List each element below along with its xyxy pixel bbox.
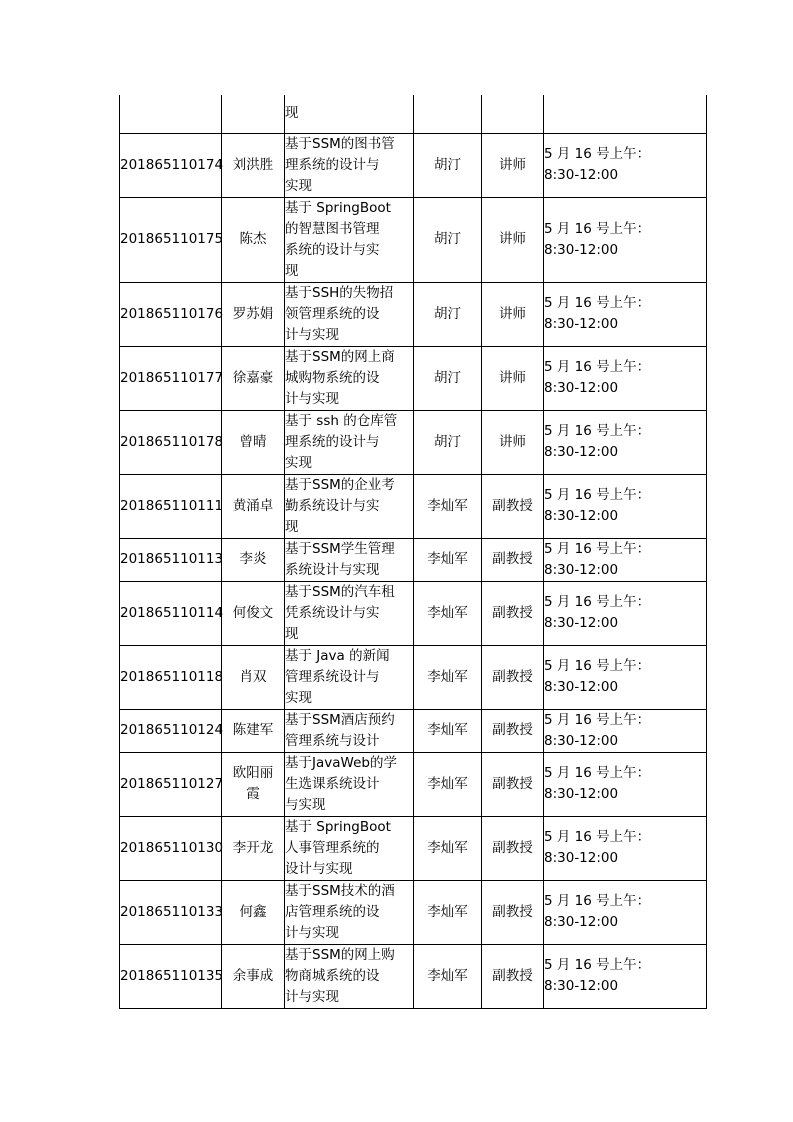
advisor-title-cell: 副教授 xyxy=(482,645,544,709)
table-body xyxy=(120,95,707,1008)
advisor-title-cell: 副教授 xyxy=(482,538,544,581)
student-id-cell: 201865110177 xyxy=(120,346,222,410)
advisor-cell xyxy=(414,95,482,133)
defense-time-cell xyxy=(544,538,707,581)
defense-time-cell xyxy=(544,816,707,880)
table-row xyxy=(120,645,707,709)
defense-time-cell xyxy=(544,197,707,282)
thesis-title-line: 理系统的设计与 xyxy=(285,156,380,173)
thesis-title-line: 基于 ssh 的仓库管 xyxy=(285,412,398,429)
defense-time-line: 8:30-12:00 xyxy=(544,167,619,183)
thesis-title-line: 城购物系统的设 xyxy=(285,369,380,386)
student-id-cell: 201865110135 xyxy=(120,944,222,1008)
student-id-cell: 201865110127 xyxy=(120,752,222,816)
defense-time-cell xyxy=(544,581,707,645)
thesis-title-cell xyxy=(285,133,414,197)
defense-time-line: 5 月 16 号上午： xyxy=(544,711,651,728)
advisor-cell: 李灿军 xyxy=(414,816,482,880)
defense-time-cell xyxy=(544,95,707,133)
table-row xyxy=(120,880,707,944)
thesis-title-line: 基于SSH的失物招 xyxy=(285,284,394,301)
defense-time-line: 8:30-12:00 xyxy=(544,380,619,396)
defense-time-cell xyxy=(544,474,707,538)
table-row-continuation xyxy=(120,95,707,133)
defense-time-line: 8:30-12:00 xyxy=(544,615,619,631)
thesis-title-line: 管理系统设计与 xyxy=(285,668,380,685)
thesis-title-line: 理系统的设计与 xyxy=(285,433,380,450)
thesis-title-line: 计与实现 xyxy=(285,988,339,1005)
thesis-title-line: 基于SSM的企业考 xyxy=(285,476,395,493)
advisor-title-cell: 副教授 xyxy=(482,944,544,1008)
advisor-cell: 李灿军 xyxy=(414,944,482,1008)
advisor-cell: 李灿军 xyxy=(414,880,482,944)
student-name-cell: 李炎 xyxy=(222,538,285,581)
table-row xyxy=(120,816,707,880)
student-name-cell: 刘洪胜 xyxy=(222,133,285,197)
advisor-cell: 李灿军 xyxy=(414,645,482,709)
advisor-cell: 李灿军 xyxy=(414,538,482,581)
defense-time-cell xyxy=(544,944,707,1008)
defense-time-line: 5 月 16 号上午： xyxy=(544,829,651,845)
advisor-title-cell: 副教授 xyxy=(482,581,544,645)
defense-time-line: 5 月 16 号上午： xyxy=(544,594,651,610)
thesis-title-line: 基于 SpringBoot xyxy=(285,199,391,216)
advisor-cell: 李灿军 xyxy=(414,474,482,538)
student-id-cell: 201865110118 xyxy=(120,645,222,709)
thesis-title-line: 基于SSM的网上购 xyxy=(285,946,395,963)
defense-time-line: 8:30-12:00 xyxy=(544,732,619,749)
thesis-title-line: 基于 SpringBoot xyxy=(285,818,391,835)
defense-time-cell xyxy=(544,282,707,346)
student-name-cell: 徐嘉豪 xyxy=(222,346,285,410)
advisor-cell: 胡汀 xyxy=(414,197,482,282)
defense-time-line: 5 月 16 号上午： xyxy=(544,220,651,237)
defense-time-line: 8:30-12:00 xyxy=(544,978,619,994)
student-name-cell xyxy=(222,95,285,133)
advisor-cell: 李灿军 xyxy=(414,752,482,816)
advisor-title-cell xyxy=(482,95,544,133)
student-id-cell: 201865110113 xyxy=(120,538,222,581)
student-name-cell: 陈建军 xyxy=(222,709,285,752)
table-row xyxy=(120,133,707,197)
student-id-cell: 201865110178 xyxy=(120,410,222,474)
defense-time-line: 5 月 16 号上午： xyxy=(544,487,651,503)
thesis-title-line: 现 xyxy=(285,625,299,642)
defense-time-line: 8:30-12:00 xyxy=(544,316,619,332)
thesis-title-line: 基于SSM酒店预约 xyxy=(285,711,395,728)
thesis-title-line: 计与实现 xyxy=(285,924,339,941)
defense-time-cell xyxy=(544,410,707,474)
defense-time-line: 8:30-12:00 xyxy=(544,444,619,460)
student-name-cell: 陈杰 xyxy=(222,197,285,282)
student-name-cell: 曾晴 xyxy=(222,410,285,474)
defense-time-line: 5 月 16 号上午： xyxy=(544,423,651,439)
thesis-title-cell xyxy=(285,816,414,880)
student-name-cell: 黄涌卓 xyxy=(222,474,285,538)
table-row xyxy=(120,410,707,474)
thesis-title-line: 基于SSM的图书管 xyxy=(285,135,395,152)
thesis-title-line: 实现 xyxy=(285,454,312,471)
advisor-title-cell: 副教授 xyxy=(482,816,544,880)
defense-time-line: 5 月 16 号上午： xyxy=(544,957,651,973)
thesis-title-cell xyxy=(285,645,414,709)
thesis-title-cell xyxy=(285,538,414,581)
thesis-title-cell xyxy=(285,410,414,474)
thesis-title-cell xyxy=(285,95,414,133)
student-name-cell xyxy=(222,752,285,816)
student-id-cell xyxy=(120,95,222,133)
table-row xyxy=(120,346,707,410)
advisor-cell: 胡汀 xyxy=(414,410,482,474)
student-name-cell: 何鑫 xyxy=(222,880,285,944)
student-id-cell: 201865110111 xyxy=(120,474,222,538)
thesis-title-line: 基于JavaWeb的学 xyxy=(285,754,397,771)
thesis-title-line: 管理系统与设计 xyxy=(285,732,380,749)
thesis-title-line: 基于SSM的网上商 xyxy=(285,348,395,365)
defense-time-line: 8:30-12:00 xyxy=(544,850,619,866)
defense-time-line: 5 月 16 号上午： xyxy=(544,658,651,674)
defense-time-line: 8:30-12:00 xyxy=(544,914,619,930)
table-row xyxy=(120,197,707,282)
thesis-title-line: 计与实现 xyxy=(285,390,339,407)
thesis-title-cell xyxy=(285,474,414,538)
defense-time-line: 8:30-12:00 xyxy=(544,561,619,578)
thesis-title-line: 的智慧图书管理 xyxy=(285,220,380,237)
table-row xyxy=(120,538,707,581)
thesis-title-line: 领管理系统的设 xyxy=(285,305,380,322)
thesis-title-cell xyxy=(285,709,414,752)
defense-time-cell xyxy=(544,752,707,816)
thesis-title-cell xyxy=(285,880,414,944)
student-name-cell: 肖双 xyxy=(222,645,285,709)
table-row xyxy=(120,282,707,346)
table-row xyxy=(120,474,707,538)
thesis-title-line: 基于 Java 的新闻 xyxy=(285,647,390,664)
advisor-cell: 胡汀 xyxy=(414,282,482,346)
table-row xyxy=(120,944,707,1008)
thesis-title-cell xyxy=(285,581,414,645)
defense-time-line: 5 月 16 号上午： xyxy=(544,146,651,162)
student-name-cell: 罗苏娟 xyxy=(222,282,285,346)
advisor-title-cell: 副教授 xyxy=(482,752,544,816)
advisor-title-cell: 讲师 xyxy=(482,410,544,474)
defense-time-cell xyxy=(544,346,707,410)
advisor-cell: 胡汀 xyxy=(414,133,482,197)
defense-time-cell xyxy=(544,709,707,752)
thesis-title-cell xyxy=(285,346,414,410)
thesis-title-line: 系统设计与实现 xyxy=(285,561,380,578)
student-name-cell: 余事成 xyxy=(222,944,285,1008)
advisor-title-cell: 讲师 xyxy=(482,197,544,282)
student-id-cell: 201865110124 xyxy=(120,709,222,752)
student-name-cell: 李开龙 xyxy=(222,816,285,880)
thesis-title-line: 生选课系统设计 xyxy=(285,775,380,792)
advisor-cell: 胡汀 xyxy=(414,346,482,410)
advisor-title-cell: 讲师 xyxy=(482,282,544,346)
defense-time-line: 8:30-12:00 xyxy=(544,679,619,695)
thesis-title-line: 现 xyxy=(285,518,299,535)
thesis-title-cell xyxy=(285,197,414,282)
thesis-title-line: 现 xyxy=(285,105,299,122)
defense-time-line: 8:30-12:00 xyxy=(544,508,619,524)
advisor-cell: 李灿军 xyxy=(414,581,482,645)
defense-time-cell xyxy=(544,645,707,709)
thesis-title-line: 实现 xyxy=(285,689,312,706)
thesis-title-line: 设计与实现 xyxy=(285,860,353,877)
student-id-cell: 201865110175 xyxy=(120,197,222,282)
thesis-title-cell xyxy=(285,752,414,816)
defense-time-line: 5 月 16 号上午： xyxy=(544,540,651,557)
advisor-cell: 李灿军 xyxy=(414,709,482,752)
defense-time-line: 8:30-12:00 xyxy=(544,786,619,802)
student-id-cell: 201865110133 xyxy=(120,880,222,944)
defense-time-line: 5 月 16 号上午： xyxy=(544,893,651,909)
defense-time-line: 5 月 16 号上午： xyxy=(544,359,651,375)
student-id-cell: 201865110114 xyxy=(120,581,222,645)
defense-time-line: 5 月 16 号上午： xyxy=(544,295,651,311)
table-row xyxy=(120,581,707,645)
student-id-cell: 201865110130 xyxy=(120,816,222,880)
defense-time-cell xyxy=(544,880,707,944)
thesis-title-line: 实现 xyxy=(285,177,312,194)
thesis-title-line: 基于SSM的汽车租 xyxy=(285,583,395,600)
advisor-title-cell: 讲师 xyxy=(482,133,544,197)
student-id-cell: 201865110174 xyxy=(120,133,222,197)
thesis-title-cell xyxy=(285,944,414,1008)
thesis-title-cell xyxy=(285,282,414,346)
defense-schedule-table xyxy=(119,95,707,1009)
defense-time-line: 5 月 16 号上午： xyxy=(544,765,651,781)
thesis-title-line: 物商城系统的设 xyxy=(285,967,380,984)
advisor-title-cell: 副教授 xyxy=(482,880,544,944)
thesis-title-line: 勤系统设计与实 xyxy=(285,497,380,514)
thesis-title-line: 人事管理系统的 xyxy=(285,839,380,856)
thesis-title-line: 现 xyxy=(285,262,299,279)
student-name-cell: 何俊文 xyxy=(222,581,285,645)
defense-time-line: 8:30-12:00 xyxy=(544,241,619,258)
advisor-title-cell: 副教授 xyxy=(482,709,544,752)
thesis-title-line: 店管理系统的设 xyxy=(285,903,380,920)
advisor-title-cell: 副教授 xyxy=(482,474,544,538)
advisor-title-cell: 讲师 xyxy=(482,346,544,410)
thesis-title-line: 基于SSM学生管理 xyxy=(285,540,395,557)
thesis-title-line: 系统的设计与实 xyxy=(285,241,380,258)
student-id-cell: 201865110176 xyxy=(120,282,222,346)
thesis-title-line: 计与实现 xyxy=(285,326,339,343)
thesis-title-line: 基于SSM技术的酒 xyxy=(285,882,395,899)
table-row xyxy=(120,709,707,752)
student-name-text: 欧阳丽霞 xyxy=(232,765,274,802)
table-row xyxy=(120,752,707,816)
thesis-title-line: 凭系统设计与实 xyxy=(285,604,380,621)
thesis-title-line: 与实现 xyxy=(285,796,326,813)
defense-time-cell xyxy=(544,133,707,197)
